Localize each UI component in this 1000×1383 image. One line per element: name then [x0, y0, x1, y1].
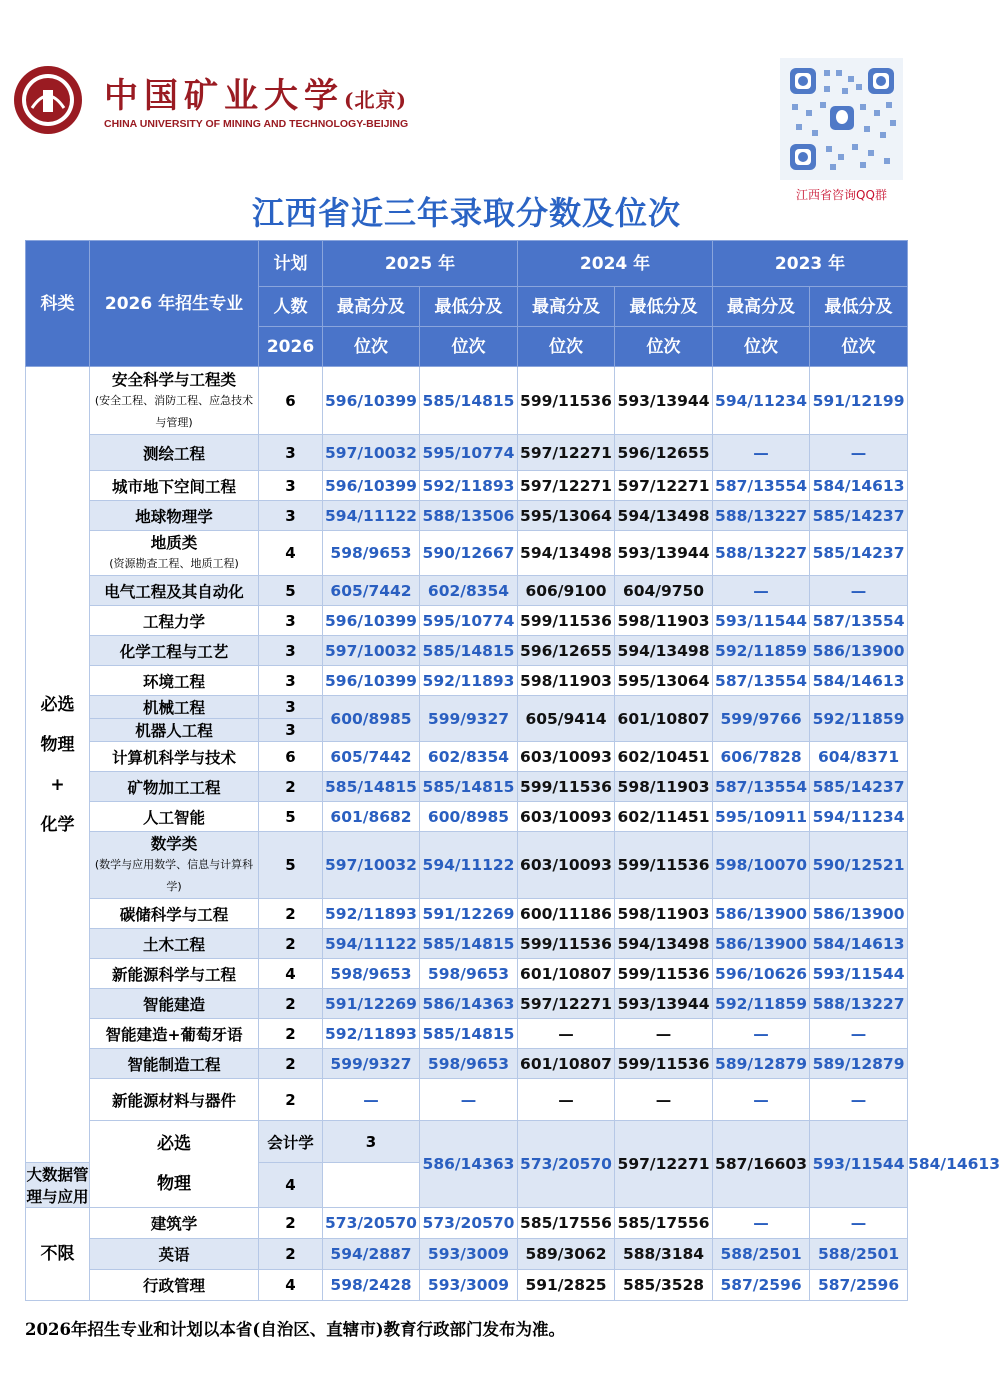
- major-cell: 计算机科学与技术: [90, 742, 259, 772]
- university-seal-icon: [12, 64, 84, 136]
- score-cell: 600/11186: [518, 899, 615, 929]
- score-cell: 602/11451: [615, 802, 713, 832]
- header-min-2025: 最低分及: [420, 287, 518, 327]
- header-plan-1: 计划: [259, 241, 323, 287]
- score-cell: —: [713, 1019, 810, 1049]
- score-cell: 604/9750: [615, 576, 713, 606]
- score-cell: 591/12269: [323, 989, 420, 1019]
- score-cell: —: [518, 1019, 615, 1049]
- score-cell: 598/9653: [323, 531, 420, 576]
- page-title: 江西省近三年录取分数及位次: [251, 194, 681, 232]
- university-logo: [12, 60, 412, 140]
- score-cell: 594/11122: [323, 929, 420, 959]
- score-cell: 593/3009: [420, 1239, 518, 1270]
- score-cell: 596/10399: [323, 666, 420, 696]
- score-cell: 602/8354: [420, 576, 518, 606]
- score-cell: 605/9414: [518, 696, 615, 742]
- score-cell: —: [518, 1079, 615, 1121]
- score-cell: —: [810, 1079, 908, 1121]
- score-cell: 598/2428: [323, 1270, 420, 1301]
- score-cell: 594/13498: [518, 531, 615, 576]
- score-cell: 585/14815: [420, 772, 518, 802]
- score-cell: 585/14237: [810, 772, 908, 802]
- score-cell: 596/12655: [615, 435, 713, 471]
- plan-cell: 4: [259, 959, 323, 989]
- plan-cell: 3: [259, 606, 323, 636]
- score-cell: 586/14363: [420, 989, 518, 1019]
- score-cell: 587/13554: [810, 606, 908, 636]
- score-cell: 586/13900: [713, 929, 810, 959]
- score-cell: 585/14815: [420, 929, 518, 959]
- score-cell: 598/11903: [518, 666, 615, 696]
- score-cell: 586/13900: [810, 636, 908, 666]
- plan-cell: 5: [259, 832, 323, 899]
- plan-cell: 3: [259, 696, 323, 719]
- header-plan-2: 人数: [259, 287, 323, 327]
- score-cell: 589/3062: [518, 1239, 615, 1270]
- score-cell: 596/10626: [713, 959, 810, 989]
- score-cell: —: [713, 576, 810, 606]
- score-cell: 596/12655: [518, 636, 615, 666]
- score-cell: 595/13064: [518, 501, 615, 531]
- major-cell: 环境工程: [90, 666, 259, 696]
- score-cell: 573/20570: [518, 1121, 615, 1208]
- score-cell: 592/11893: [420, 666, 518, 696]
- major-cell: 矿物加工工程: [90, 772, 259, 802]
- score-cell: 592/11859: [713, 989, 810, 1019]
- score-cell: 588/13227: [713, 531, 810, 576]
- logo-english-name: CHINA UNIVERSITY OF MINING AND TECHNOLOGY-BEIJING: [104, 118, 409, 130]
- admission-score-table: 科类 2026 年招生专业 计划 2025 年 2024 年 2023 年 人数 最高分及 最低分及 最高分及 最低分及 最高分及 最低分及 2026 位次 位次 位次 位次 位次 位次 必选 物理 + 化学 安全科学与工程类 (安全工程、消防工程、应急技术与管理) 6 596/10399 585/14815 599/11536 593/13944 594/11234 591/12199 测绘工程 3 597/10032 595/10774 597/12271 596/12655 — — 城市地下空间工程 3 596/10399 592/11893 597/12271 597/12271 587/13554 584/14613 地球物理学 3 594/11122 588/13506 595/13064 594/13498 588/13227 585/14237 地质类 (资源勘查工程、地质工程) 4 598/9653 590/12667 594/13498 593/13944 588/13227 585/14237 电气工程及其自动化 5 605/7442 602/8354 606/9100 604/9750 — — 工程力学 3 596/10399 595/10774 599/11536 598/11903 593/11544 587/13554 化学工程与工艺 3 597/10032 585/14815 596/12655 594/13498 592/11859 586/13900 环境工程 3 596/10399 592/11893 598/11903 595/13064 587/13554 584/14613 机械工程 3 600/8985 599/9327 605/9414 601/10807 599/9766 592/11859 机器人工程 3 计算机科学与技术 6 605/7442 602/8354 603/10093 602/10451 606/7828 604/8371 矿物加工工程 2 585/14815 585/14815 599/11536 598/11903 587/13554 585/14237 人工智能 5 601/8682 600/8985 603/10093 602/11451 595/10911 594/11234 数学类 (数学与应用数学、信息与计算科学) 5 597/10032 594/11122 603/10093 599/11536 598/10070 590/12521 碳储科学与工程 2 592/11893 591/12269 600/11186 598/11903 586/13900 586/13900 土木工程 2 594/11122 585/14815 599/11536 594/13498 586/13900 584/14613 新能源科学与工程 4 598/9653 598/9653 601/10807 599/11536 596/10626 593/11544 智能建造 2 591/12269 586/14363 597/12271 593/13944 592/11859 588/13227 智能建造+葡萄牙语 2 592/11893 585/14815 — — — — 智能制造工程 2 599/9327 598/9653 601/10807 599/11536 589/12879 589/12879 新能源材料与器件 2 — — — — — — 必选 物理 会计学 3 586/14363 573/20570 597/12271 587/16603 593/11544 584/14613 大数据管理与应用 4 不限 建筑学 2 573/20570 573/20570 585/17556 585/17556 — — 英语 2 594/2887 593/3009 589/3062 588/3184 588/2501 588/2501 行政管理 4 598/2428 593/3009 591/2825 585/3528 587/2596 587/2596: [25, 240, 908, 1301]
- score-cell: 599/9327: [323, 1049, 420, 1079]
- major-cell: 智能制造工程: [90, 1049, 259, 1079]
- score-cell: 594/11234: [810, 802, 908, 832]
- score-cell: 599/11536: [518, 772, 615, 802]
- major-cell: 智能建造+葡萄牙语: [90, 1019, 259, 1049]
- score-cell: 600/8985: [323, 696, 420, 742]
- score-cell: 587/13554: [713, 772, 810, 802]
- plan-cell: 3: [259, 666, 323, 696]
- score-cell: 599/9766: [713, 696, 810, 742]
- score-cell: 584/14613: [810, 471, 908, 501]
- score-cell: 595/10774: [420, 606, 518, 636]
- plan-cell: 2: [259, 1208, 323, 1239]
- score-cell: 601/10807: [615, 696, 713, 742]
- score-cell: 599/11536: [615, 959, 713, 989]
- major-cell: 大数据管理与应用: [26, 1163, 90, 1208]
- score-cell: 584/14613: [810, 666, 908, 696]
- header-year-2023: 2023 年: [713, 241, 908, 287]
- score-cell: 603/10093: [518, 742, 615, 772]
- score-cell: 592/11859: [810, 696, 908, 742]
- score-cell: —: [713, 435, 810, 471]
- plan-cell: 2: [259, 899, 323, 929]
- plan-cell: 3: [259, 501, 323, 531]
- score-cell: 599/11536: [518, 367, 615, 435]
- logo-chinese-name: 中国矿业大学(北京): [104, 76, 407, 116]
- major-cell: 工程力学: [90, 606, 259, 636]
- category-physics: 必选 物理: [90, 1121, 259, 1208]
- score-cell: 596/10399: [323, 606, 420, 636]
- score-cell: 573/20570: [323, 1208, 420, 1239]
- score-cell: 586/14363: [420, 1121, 518, 1208]
- score-cell: 592/11859: [713, 636, 810, 666]
- score-cell: 587/16603: [713, 1121, 810, 1208]
- plan-cell: 2: [259, 1079, 323, 1121]
- header-rank-2023a: 位次: [713, 327, 810, 367]
- score-cell: 604/8371: [810, 742, 908, 772]
- plan-cell: 4: [259, 1163, 323, 1208]
- score-cell: 596/10399: [323, 367, 420, 435]
- header-plan-3: 2026: [259, 327, 323, 367]
- plan-cell: 5: [259, 576, 323, 606]
- score-cell: 588/2501: [810, 1239, 908, 1270]
- score-cell: 593/11544: [713, 606, 810, 636]
- score-cell: 585/14815: [323, 772, 420, 802]
- score-cell: 603/10093: [518, 802, 615, 832]
- score-cell: 601/10807: [518, 959, 615, 989]
- score-cell: 584/14613: [810, 929, 908, 959]
- major-cell: 智能建造: [90, 989, 259, 1019]
- plan-cell: 2: [259, 772, 323, 802]
- score-cell: 591/12269: [420, 899, 518, 929]
- score-cell: 599/11536: [615, 1049, 713, 1079]
- plan-cell: 3: [259, 435, 323, 471]
- score-cell: 588/2501: [713, 1239, 810, 1270]
- score-cell: 598/9653: [420, 959, 518, 989]
- header-min-2024: 最低分及: [615, 287, 713, 327]
- score-cell: 593/3009: [420, 1270, 518, 1301]
- score-cell: 597/12271: [518, 989, 615, 1019]
- score-cell: —: [615, 1019, 713, 1049]
- score-cell: 590/12667: [420, 531, 518, 576]
- score-cell: 589/12879: [810, 1049, 908, 1079]
- score-cell: —: [323, 1079, 420, 1121]
- score-cell: 595/10774: [420, 435, 518, 471]
- score-cell: 599/11536: [518, 606, 615, 636]
- score-cell: 594/11122: [420, 832, 518, 899]
- score-cell: 591/2825: [518, 1270, 615, 1301]
- score-cell: 573/20570: [420, 1208, 518, 1239]
- header-year-2024: 2024 年: [518, 241, 713, 287]
- score-cell: 585/14815: [420, 636, 518, 666]
- score-cell: 585/17556: [518, 1208, 615, 1239]
- major-cell: 新能源材料与器件: [90, 1079, 259, 1121]
- header-rank-2025b: 位次: [420, 327, 518, 367]
- score-cell: 603/10093: [518, 832, 615, 899]
- header-rank-2024a: 位次: [518, 327, 615, 367]
- score-cell: 593/13944: [615, 989, 713, 1019]
- score-cell: 602/8354: [420, 742, 518, 772]
- score-cell: 598/9653: [323, 959, 420, 989]
- score-cell: 594/2887: [323, 1239, 420, 1270]
- score-cell: 601/8682: [323, 802, 420, 832]
- major-cell: 电气工程及其自动化: [90, 576, 259, 606]
- plan-cell: 4: [259, 531, 323, 576]
- plan-cell: 2: [259, 1019, 323, 1049]
- score-cell: —: [615, 1079, 713, 1121]
- major-cell: 安全科学与工程类 (安全工程、消防工程、应急技术与管理): [90, 367, 259, 435]
- score-cell: 596/10399: [323, 471, 420, 501]
- score-cell: 593/11544: [810, 959, 908, 989]
- score-cell: 597/10032: [323, 832, 420, 899]
- score-cell: 586/13900: [810, 899, 908, 929]
- score-cell: 597/10032: [323, 636, 420, 666]
- score-cell: 588/13227: [713, 501, 810, 531]
- score-cell: 591/12199: [810, 367, 908, 435]
- major-cell: 机器人工程: [90, 719, 259, 742]
- qr-caption: 江西省咨询QQ群: [796, 188, 887, 202]
- header-rank-2024b: 位次: [615, 327, 713, 367]
- major-cell: 人工智能: [90, 802, 259, 832]
- header-rank-2023b: 位次: [810, 327, 908, 367]
- score-cell: —: [420, 1079, 518, 1121]
- major-cell: 行政管理: [90, 1270, 259, 1301]
- plan-cell: 2: [259, 1239, 323, 1270]
- score-cell: 597/10032: [323, 435, 420, 471]
- plan-cell: 3: [259, 471, 323, 501]
- score-cell: 598/11903: [615, 606, 713, 636]
- score-cell: 594/13498: [615, 501, 713, 531]
- score-cell: —: [810, 1019, 908, 1049]
- score-cell: 598/11903: [615, 899, 713, 929]
- major-cell: 地球物理学: [90, 501, 259, 531]
- score-cell: 598/10070: [713, 832, 810, 899]
- qq-group-qr-code[interactable]: [780, 58, 903, 180]
- score-cell: 585/14815: [420, 367, 518, 435]
- score-cell: 594/11122: [323, 501, 420, 531]
- score-cell: 585/17556: [615, 1208, 713, 1239]
- header-category: 科类: [26, 241, 90, 367]
- score-cell: 598/11903: [615, 772, 713, 802]
- major-cell: 数学类 (数学与应用数学、信息与计算科学): [90, 832, 259, 899]
- score-cell: 599/11536: [518, 929, 615, 959]
- score-cell: —: [713, 1208, 810, 1239]
- score-cell: 594/11234: [713, 367, 810, 435]
- score-cell: 595/10911: [713, 802, 810, 832]
- category-physics-chemistry: 必选 物理 + 化学: [26, 367, 90, 1163]
- score-cell: 585/14237: [810, 501, 908, 531]
- score-cell: 585/14237: [810, 531, 908, 576]
- plan-cell: 5: [259, 802, 323, 832]
- plan-cell: 2: [259, 989, 323, 1019]
- footnote: 2026年招生专业和计划以本省(自治区、直辖市)教育行政部门发布为准。: [25, 1320, 566, 1339]
- major-cell: 测绘工程: [90, 435, 259, 471]
- score-cell: 588/13506: [420, 501, 518, 531]
- score-cell: 588/13227: [810, 989, 908, 1019]
- score-cell: 592/11893: [323, 1019, 420, 1049]
- score-cell: 587/13554: [713, 471, 810, 501]
- score-cell: 606/9100: [518, 576, 615, 606]
- score-cell: 594/13498: [615, 636, 713, 666]
- score-cell: 593/13944: [615, 367, 713, 435]
- score-cell: 587/13554: [713, 666, 810, 696]
- score-cell: 589/12879: [713, 1049, 810, 1079]
- plan-cell: 3: [259, 719, 323, 742]
- major-cell: 土木工程: [90, 929, 259, 959]
- score-cell: 586/13900: [713, 899, 810, 929]
- major-cell: 英语: [90, 1239, 259, 1270]
- score-cell: 599/11536: [615, 832, 713, 899]
- score-cell: 587/2596: [713, 1270, 810, 1301]
- major-cell: 化学工程与工艺: [90, 636, 259, 666]
- score-cell: 606/7828: [713, 742, 810, 772]
- major-cell: 城市地下空间工程: [90, 471, 259, 501]
- score-cell: —: [810, 435, 908, 471]
- score-cell: 593/11544: [810, 1121, 908, 1208]
- score-cell: 598/9653: [420, 1049, 518, 1079]
- score-cell: 597/12271: [615, 1121, 713, 1208]
- score-cell: —: [810, 1208, 908, 1239]
- score-cell: 585/14815: [420, 1019, 518, 1049]
- major-cell: 机械工程: [90, 696, 259, 719]
- score-cell: 605/7442: [323, 576, 420, 606]
- header-max-2024: 最高分及: [518, 287, 615, 327]
- score-cell: 594/13498: [615, 929, 713, 959]
- major-cell: 碳储科学与工程: [90, 899, 259, 929]
- category-unrestricted: 不限: [26, 1208, 90, 1301]
- score-cell: 599/9327: [420, 696, 518, 742]
- plan-cell: 6: [259, 367, 323, 435]
- major-cell: 新能源科学与工程: [90, 959, 259, 989]
- score-cell: —: [713, 1079, 810, 1121]
- score-cell: 593/13944: [615, 531, 713, 576]
- score-cell: —: [810, 576, 908, 606]
- score-cell: 597/12271: [518, 471, 615, 501]
- plan-cell: 2: [259, 929, 323, 959]
- major-cell: 地质类 (资源勘查工程、地质工程): [90, 531, 259, 576]
- score-cell: 600/8985: [420, 802, 518, 832]
- score-cell: 597/12271: [615, 471, 713, 501]
- score-cell: 592/11893: [323, 899, 420, 929]
- major-cell: 会计学: [259, 1121, 323, 1163]
- score-cell: 597/12271: [518, 435, 615, 471]
- score-cell: 588/3184: [615, 1239, 713, 1270]
- score-cell: 595/13064: [615, 666, 713, 696]
- header-max-2023: 最高分及: [713, 287, 810, 327]
- score-cell: 587/2596: [810, 1270, 908, 1301]
- header-major: 2026 年招生专业: [90, 241, 259, 367]
- header-rank-2025a: 位次: [323, 327, 420, 367]
- header-year-2025: 2025 年: [323, 241, 518, 287]
- score-cell: 592/11893: [420, 471, 518, 501]
- major-cell: 建筑学: [90, 1208, 259, 1239]
- plan-cell: 4: [259, 1270, 323, 1301]
- score-cell: 602/10451: [615, 742, 713, 772]
- plan-cell: 3: [323, 1121, 420, 1163]
- plan-cell: 2: [259, 1049, 323, 1079]
- score-cell: 590/12521: [810, 832, 908, 899]
- plan-cell: 3: [259, 636, 323, 666]
- header-max-2025: 最高分及: [323, 287, 420, 327]
- score-cell: 585/3528: [615, 1270, 713, 1301]
- header-min-2023: 最低分及: [810, 287, 908, 327]
- score-cell: 601/10807: [518, 1049, 615, 1079]
- score-cell: 605/7442: [323, 742, 420, 772]
- plan-cell: 6: [259, 742, 323, 772]
